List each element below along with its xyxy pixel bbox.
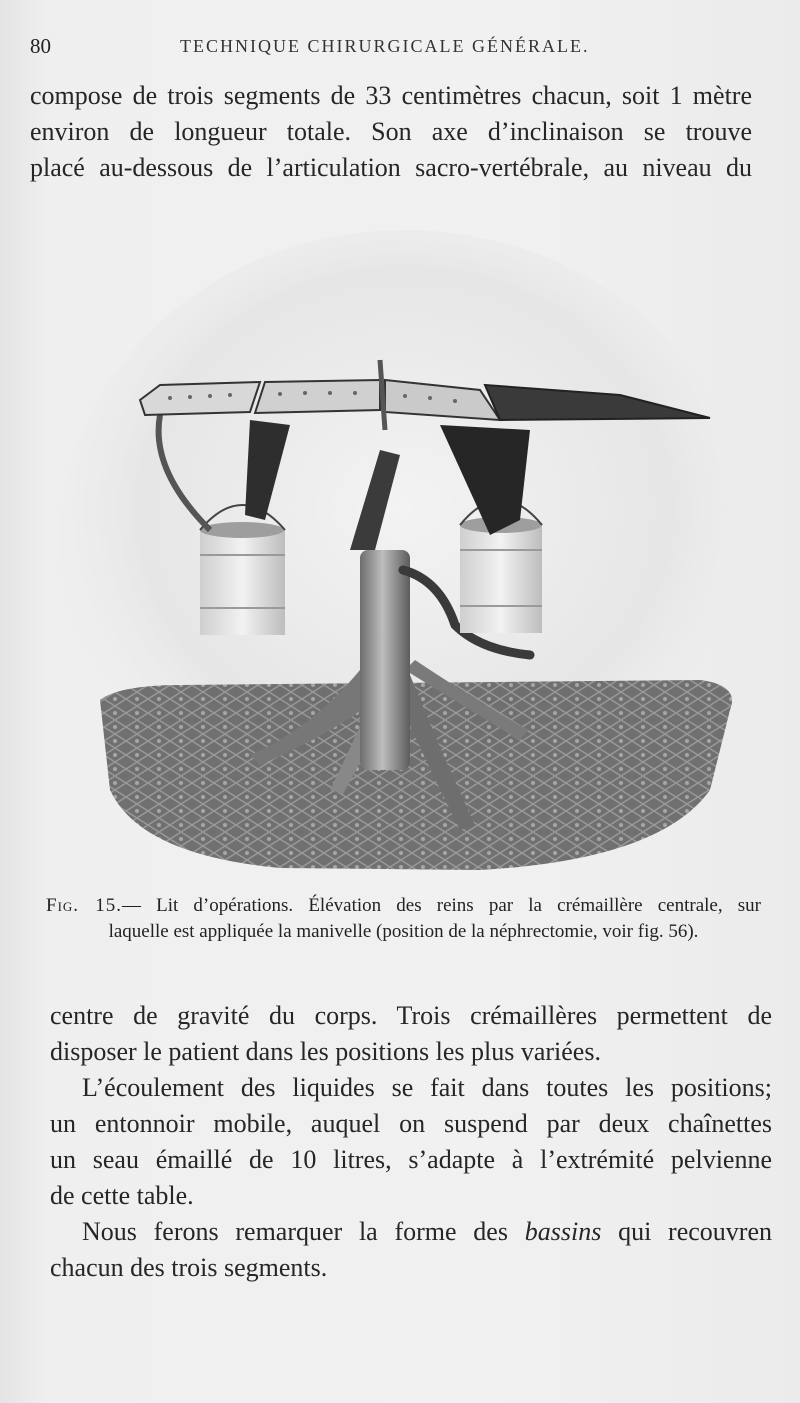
caption-line: [46, 893, 761, 919]
paragraph: [50, 1214, 772, 1286]
bottom-text: [50, 998, 772, 1286]
page-header: [0, 30, 800, 60]
running-head: TECHNIQUE CHIRURGICALE GÉNÉRALE.: [180, 36, 590, 56]
page-number: 80: [30, 34, 51, 58]
text-line: [50, 1214, 772, 1250]
text-line: chacun des trois segments.: [50, 1253, 328, 1282]
text-line: placé au-dessous de l’articulation sacro-vertébrale, au niveau du: [30, 153, 752, 182]
text-line: L’écoulement des liquides se fait dans toutes les positions;: [82, 1073, 772, 1102]
text-line: compose de trois segments de 33 centimètres chacun, soit 1 mètre: [30, 81, 752, 110]
text-line: un seau émaillé de 10 litres, s’adapte à l’extrémité pelvienne: [50, 1145, 772, 1174]
figure-operating-table-photo: [60, 230, 750, 880]
text-segment: qui recouvren: [601, 1217, 772, 1246]
text-line: un entonnoir mobile, auquel on suspend par deux chaînettes: [50, 1109, 772, 1138]
text-line: disposer le patient dans les positions les plus variées.: [50, 1037, 601, 1066]
text-line: de cette table.: [50, 1181, 194, 1210]
table-pedestal: [360, 550, 410, 770]
paragraph: [50, 998, 772, 1070]
paragraph: [50, 1070, 772, 1214]
caption-text: — Lit d’opérations. Élévation des reins par la crémaillère centrale, sur: [121, 895, 761, 916]
caption-line: laquelle est appliquée la manivelle (position de la néphrectomie, voir fig. 56).: [108, 921, 699, 942]
text-segment: Nous ferons remarquer la forme des: [82, 1217, 525, 1246]
figure-label: Fig. 15.: [46, 895, 122, 916]
text-line: environ de longueur totale. Son axe d’inclinaison se trouve: [30, 117, 752, 146]
emphasized-word: bassins: [524, 1217, 602, 1246]
figure-caption: [46, 893, 761, 945]
bucket-left: [200, 505, 285, 635]
operating-table-illustration: [60, 230, 750, 880]
top-paragraph: [30, 78, 752, 186]
text-line: centre de gravité du corps. Trois crémaillères permettent de: [50, 1001, 772, 1030]
